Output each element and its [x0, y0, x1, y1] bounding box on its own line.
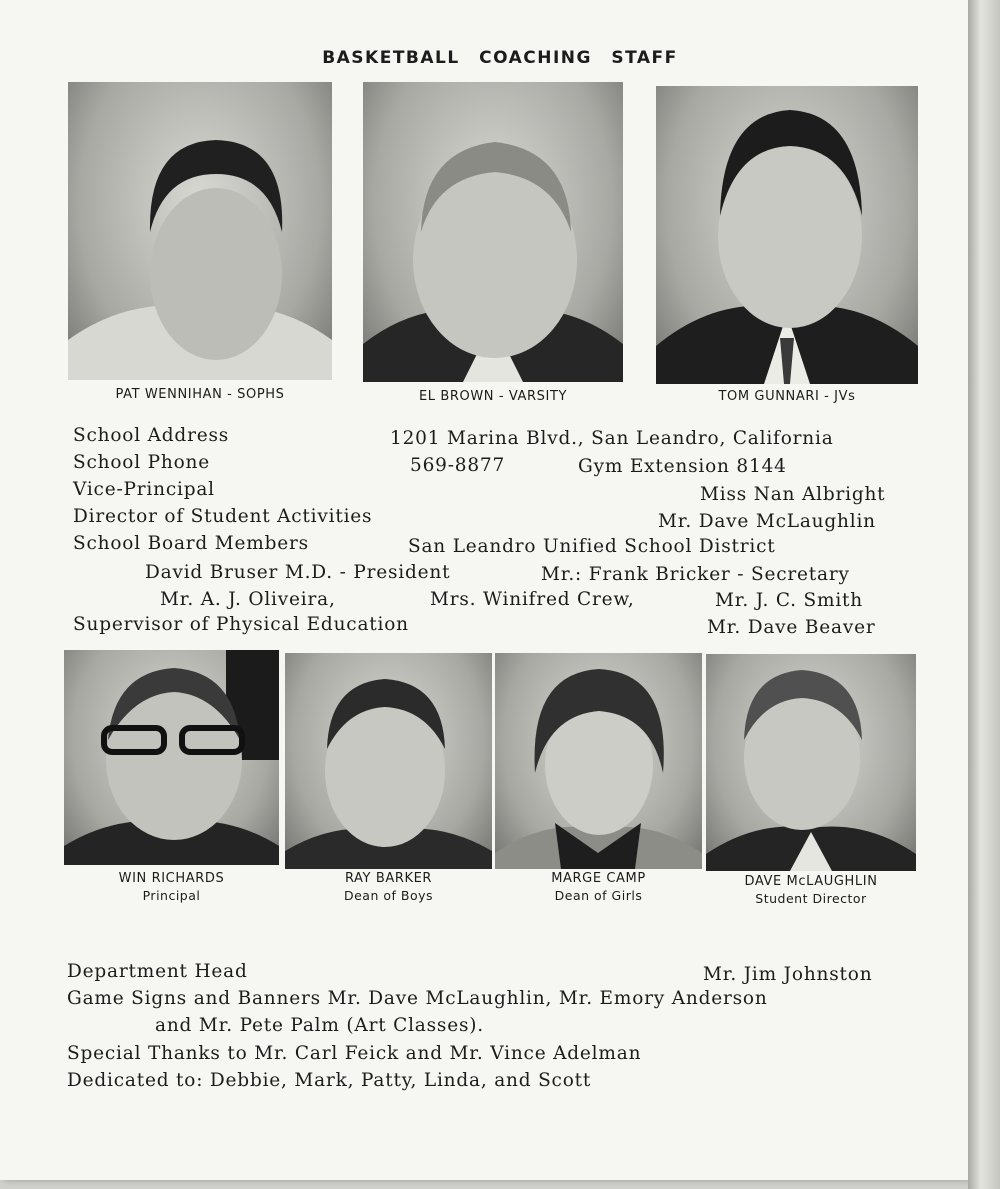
school-address: 1201 Marina Blvd., San Leandro, California [390, 428, 834, 449]
gym-extension: Gym Extension 8144 [578, 456, 787, 477]
page-title: BASKETBALL COACHING STAFF [322, 48, 678, 68]
school-address-label: School Address [73, 425, 230, 446]
pe-supervisor-label: Supervisor of Physical Education [73, 614, 409, 635]
coach-caption-tom-gunnari: TOM GUNNARI - JVs [718, 389, 856, 404]
staff-photo-dave-mclaughlin [706, 654, 916, 871]
staff-photo-win-richards [64, 650, 279, 865]
pe-supervisor: Mr. Dave Beaver [707, 617, 876, 638]
board-district: San Leandro Unified School District [408, 536, 776, 557]
staff-title-win-richards: Principal [142, 888, 201, 903]
board-president: David Bruser M.D. - President [145, 562, 451, 583]
coach-photo-el-brown [363, 82, 623, 382]
vice-principal-label: Vice-Principal [73, 479, 215, 500]
coach-photo-tom-gunnari [656, 86, 918, 384]
staff-title-ray-barker: Dean of Boys [343, 888, 434, 903]
director-label: Director of Student Activities [73, 506, 373, 527]
dept-head: Mr. Jim Johnston [703, 964, 873, 985]
board-member-smith: Mr. J. C. Smith [715, 590, 863, 611]
director: Mr. Dave McLaughlin [658, 511, 876, 532]
page-binding-edge [968, 0, 1000, 1189]
staff-photo-ray-barker [285, 653, 492, 869]
school-phone-label: School Phone [73, 452, 210, 473]
staff-title-marge-camp: Dean of Girls [554, 888, 643, 903]
signs-credit-line-2: and Mr. Pete Palm (Art Classes). [155, 1015, 484, 1036]
staff-name-marge-camp: MARGE CAMP [551, 871, 646, 886]
board-label: School Board Members [73, 533, 309, 554]
dept-head-label: Department Head [67, 961, 248, 982]
staff-title-dave-mclaughlin: Student Director [755, 891, 867, 906]
vice-principal: Miss Nan Albright [700, 484, 886, 505]
coach-photo-pat-wennihan [68, 82, 332, 380]
dedication: Dedicated to: Debbie, Mark, Patty, Linda, and Scott [67, 1070, 592, 1091]
school-phone: 569-8877 [410, 455, 506, 476]
coach-caption-el-brown: EL BROWN - VARSITY [418, 389, 568, 404]
staff-name-dave-mclaughlin: DAVE McLAUGHLIN [744, 874, 878, 889]
board-member-crew: Mrs. Winifred Crew, [430, 589, 635, 610]
special-thanks: Special Thanks to Mr. Carl Feick and Mr. Vince Adelman [67, 1043, 642, 1064]
staff-photo-marge-camp [495, 653, 702, 869]
staff-name-ray-barker: RAY BARKER [344, 871, 433, 886]
signs-credit-line-1: Game Signs and Banners Mr. Dave McLaughlin, Mr. Emory Anderson [67, 988, 768, 1009]
board-secretary: Mr.: Frank Bricker - Secretary [541, 564, 850, 585]
coach-caption-pat-wennihan: PAT WENNIHAN - SOPHS [115, 387, 285, 402]
board-member-oliveira: Mr. A. J. Oliveira, [160, 589, 336, 610]
staff-name-win-richards: WIN RICHARDS [118, 871, 225, 886]
